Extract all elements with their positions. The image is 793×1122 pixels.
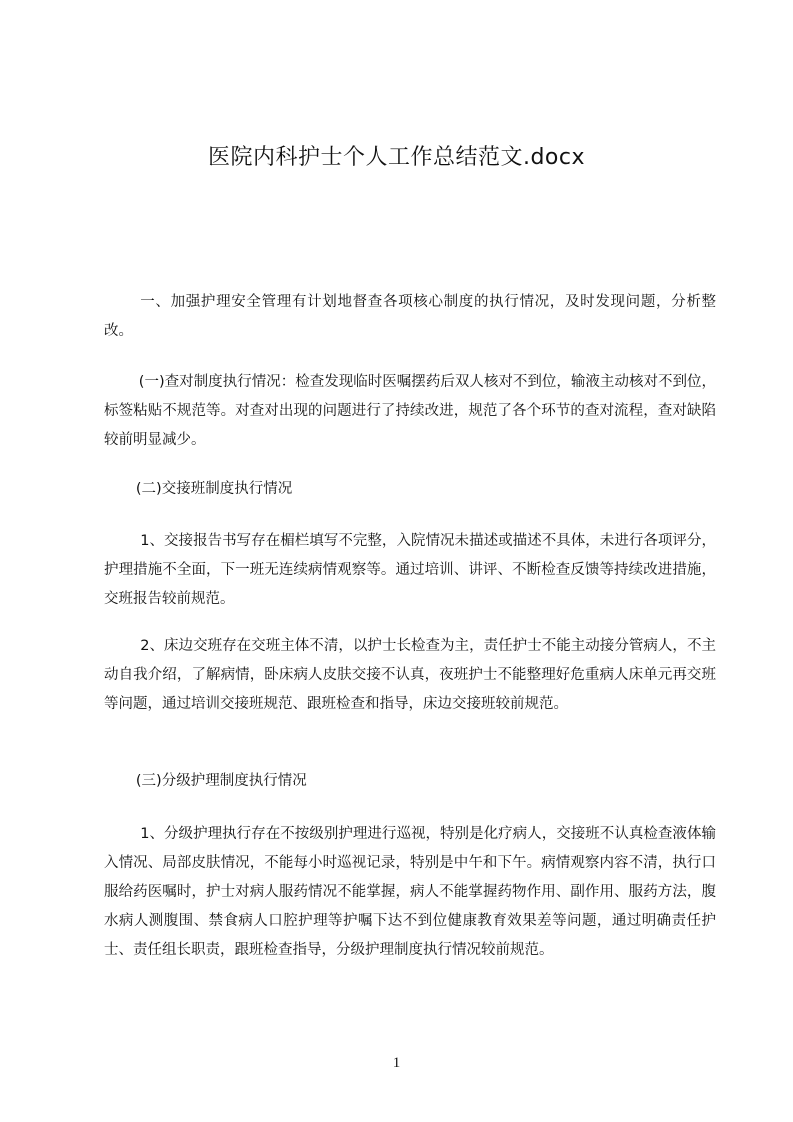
page-number: 1 (392, 1055, 401, 1071)
paragraph-section-1: 一、加强护理安全管理有计划地督查各项核心制度的执行情况，及时发现问题，分析整改。 (104, 294, 716, 339)
document-title: 医院内科护士个人工作总结范文.docx (207, 145, 586, 170)
paragraph-handover-1: 1、交接报告书写存在楣栏填写不完整，入院情况未描述或描述不具体，未进行各项评分，护理措施不全面，下一班无连续病情观察等。通过培训、讲评、不断检查反馈等持续改进措施，交班报告较前规范。 (104, 533, 716, 607)
paragraph-grading-1: 1、分级护理执行存在不按级别护理进行巡视，特别是化疗病人，交接班不认真检查液体输入情况、局部皮肤情况，不能每小时巡视记录，特别是中午和下午。病情观察内容不清，执行口服给药医嘱时，护士对病人服药情况不能掌握，病人不能掌握药物作用、副作用、服药方法，腹水病人测腹围、禁食病人口腔护理等护嘱下达不到位健康教育效果差等问题，通过明确责任护士、责任组长职责，跟班检查指导，分级护理制度执行情况较前规范。 (104, 826, 716, 958)
paragraph-check-system: (一)查对制度执行情况：检查发现临时医嘱摆药后双人核对不到位，输液主动核对不到位，标签粘贴不规范等。对查对出现的问题进行了持续改进，规范了各个环节的查对流程，查对缺陷较前明显减少。 (104, 374, 716, 448)
paragraph-heading-handover: (二)交接班制度执行情况 (135, 481, 293, 497)
paragraph-heading-grading: (三)分级护理制度执行情况 (135, 773, 307, 789)
paragraph-handover-2: 2、床边交班存在交班主体不清，以护士长检查为主，责任护士不能主动接分管病人，不主动自我介绍，了解病情，卧床病人皮肤交接不认真，夜班护士不能整理好危重病人床单元再交班等问题，通过培训交接班规范、跟班检查和指导，床边交接班较前规范。 (104, 638, 716, 712)
